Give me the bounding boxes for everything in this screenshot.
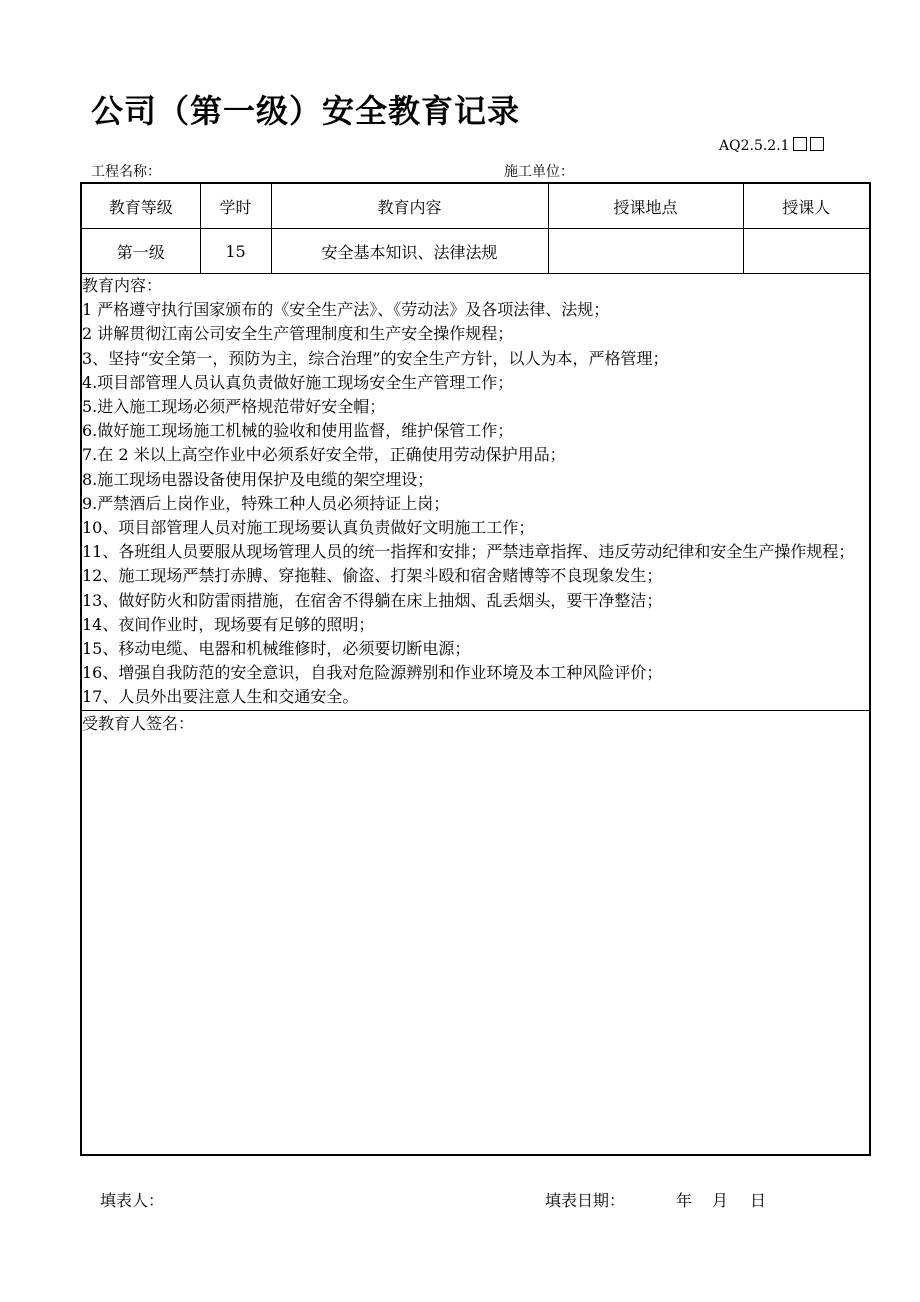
- education-record-table: [80, 182, 871, 1156]
- document-code-text: AQ2.5.2.1: [719, 138, 790, 154]
- header-hours: 学时: [200, 183, 271, 229]
- date-month-label: 月: [712, 1191, 729, 1210]
- content-item-15: 15、移动电缆、电器和机械维修时，必须要切断电源；: [82, 639, 471, 659]
- filler-label: 填表人：: [100, 1191, 165, 1210]
- content-item-17: 17、人员外出要注意人生和交通安全。: [82, 687, 359, 707]
- header-row: [81, 183, 870, 229]
- signature-cell[interactable]: [81, 710, 870, 1155]
- content-item-14: 14、夜间作业时，现场要有足够的照明；: [82, 614, 375, 634]
- document-code: [719, 137, 824, 154]
- header-lecturer: 授课人: [743, 183, 870, 229]
- content-cell: [81, 274, 870, 711]
- content-item-5: 5.进入施工现场必须严格规范带好安全帽；: [82, 397, 386, 417]
- content-item-9: 9.严禁酒后上岗作业，特殊工种人员必须持证上岗；: [82, 493, 450, 513]
- content-item-10: 10、项目部管理人员对施工现场要认真负责做好文明施工工作；: [82, 518, 535, 538]
- project-name-label: 工程名称：: [91, 164, 161, 180]
- construction-unit-label: 施工单位：: [504, 164, 574, 180]
- signature-row: [81, 710, 870, 1155]
- cell-location[interactable]: [548, 229, 743, 274]
- cell-level: 第一级: [81, 229, 200, 274]
- content-heading: 教育内容：: [82, 276, 163, 295]
- content-item-8: 8.施工现场电器设备使用保护及电缆的架空埋设；: [82, 469, 434, 489]
- content-item-4: 4.项目部管理人员认真负责做好施工现场安全生产管理工作；: [82, 372, 514, 392]
- checkbox-2[interactable]: [810, 137, 824, 151]
- cell-lecturer[interactable]: [743, 229, 870, 274]
- content-item-6: 6.做好施工现场施工机械的验收和使用监督，维护保管工作；: [82, 421, 514, 441]
- document-title: 公司（第一级）安全教育记录: [91, 92, 521, 130]
- cell-content: 安全基本知识、法律法规: [271, 229, 548, 274]
- content-item-13: 13、做好防火和防雷雨措施，在宿舍不得躺在床上抽烟、乱丢烟头，要干净整洁；: [82, 590, 663, 610]
- header-content: 教育内容: [271, 183, 548, 229]
- content-item-1: 1 严格遵守执行国家颁布的《安全生产法》、《劳动法》及各项法律、法规；: [82, 300, 610, 320]
- fill-date-label: 填表日期：: [545, 1191, 626, 1210]
- date-year-label: 年: [676, 1191, 693, 1210]
- content-row: [81, 274, 870, 711]
- content-item-12: 12、施工现场严禁打赤膊、穿拖鞋、偷盗、打架斗殴和宿舍赌博等不良现象发生；: [82, 566, 663, 586]
- checkbox-1[interactable]: [793, 137, 807, 151]
- header-location: 授课地点: [548, 183, 743, 229]
- content-item-11: 11、各班组人员要服从现场管理人员的统一指挥和安排；严禁违章指挥、违反劳动纪律和安全生产操作规程；: [82, 542, 855, 562]
- content-item-7: 7.在 2 米以上高空作业中必须系好安全带，正确使用劳动保护用品；: [82, 445, 566, 465]
- content-item-3: 3、坚持“安全第一，预防为主，综合治理”的安全生产方针，以人为本，严格管理；: [82, 348, 669, 368]
- cell-hours: 15: [200, 229, 271, 274]
- content-item-16: 16、增强自我防范的安全意识，自我对危险源辨别和作业环境及本工种风险评价；: [82, 663, 663, 683]
- header-level: 教育等级: [81, 183, 200, 229]
- signature-label: 受教育人签名：: [82, 713, 195, 733]
- table-row: [81, 229, 870, 274]
- date-day-label: 日: [750, 1191, 767, 1210]
- content-item-2: 2 讲解贯彻江南公司安全生产管理制度和生产安全操作规程；: [82, 324, 514, 344]
